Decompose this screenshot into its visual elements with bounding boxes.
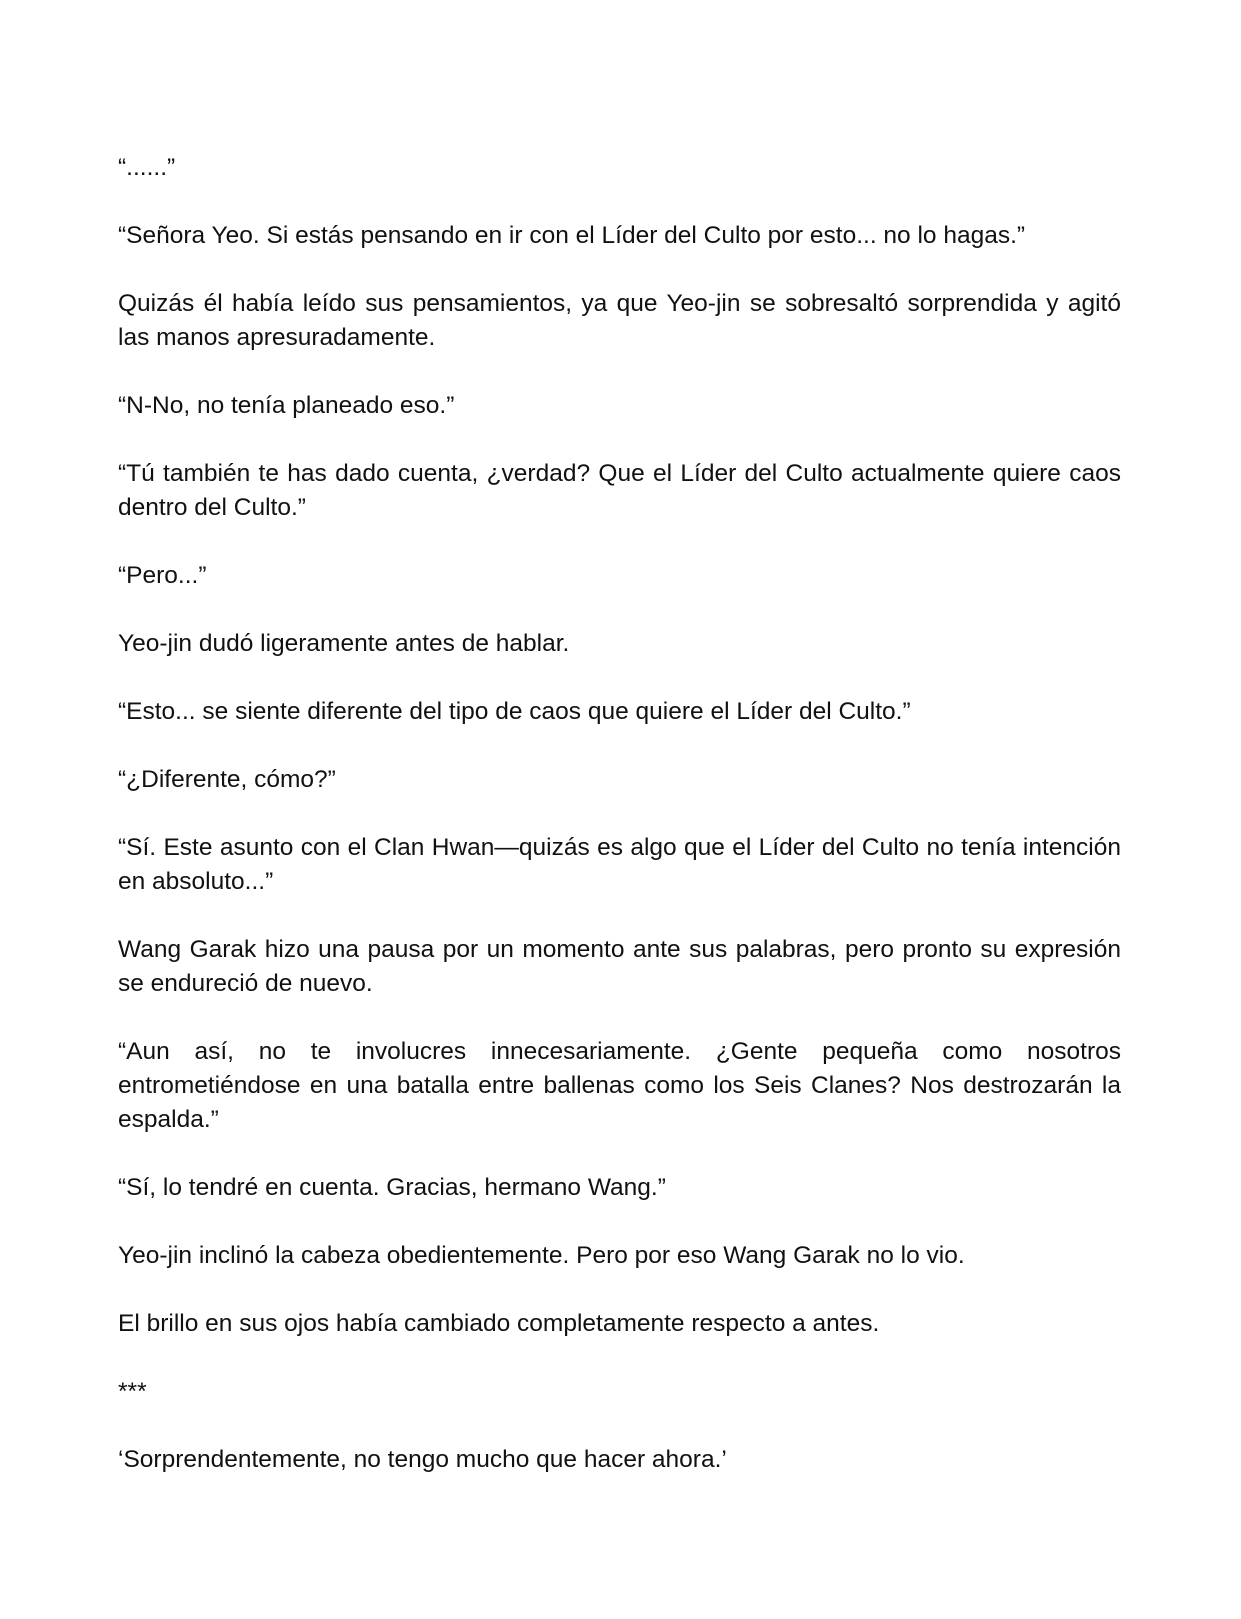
scene-break: *** (118, 1378, 147, 1405)
paragraph: “Aun así, no te involucres innecesariamente. ¿Gente pequeña como nosotros entrometiéndose en una batalla entre ballenas como los Seis Clanes? Nos destrozarán la espalda.” (118, 1038, 1121, 1133)
paragraph: Wang Garak hizo una pausa por un momento ante sus palabras, pero pronto su expresión se endureció de nuevo. (118, 936, 1121, 997)
paragraph: “Sí. Este asunto con el Clan Hwan—quizás es algo que el Líder del Culto no tenía intención en absoluto...” (118, 834, 1121, 895)
paragraph: “Sí, lo tendré en cuenta. Gracias, hermano Wang.” (118, 1174, 666, 1201)
paragraph: “Tú también te has dado cuenta, ¿verdad? Que el Líder del Culto actualmente quiere caos dentro del Culto.” (118, 460, 1121, 521)
paragraph: Quizás él había leído sus pensamientos, ya que Yeo-jin se sobresaltó sorprendida y agitó las manos apresuradamente. (118, 290, 1121, 351)
paragraph: Yeo-jin inclinó la cabeza obedientemente. Pero por eso Wang Garak no lo vio. (118, 1242, 965, 1269)
paragraph: Yeo-jin dudó ligeramente antes de hablar. (118, 630, 570, 657)
paragraph: “......” (118, 154, 176, 181)
paragraph: “Señora Yeo. Si estás pensando en ir con el Líder del Culto por esto... no lo hagas.” (118, 222, 1026, 249)
paragraph: “Esto... se siente diferente del tipo de caos que quiere el Líder del Culto.” (118, 698, 911, 725)
paragraph: ‘Sorprendentemente, no tengo mucho que hacer ahora.’ (118, 1446, 727, 1473)
paragraph: El brillo en sus ojos había cambiado completamente respecto a antes. (118, 1310, 880, 1337)
document-page (118, 151, 1121, 1477)
paragraph: “N-No, no tenía planeado eso.” (118, 392, 455, 419)
paragraph: “¿Diferente, cómo?” (118, 766, 336, 793)
paragraph: “Pero...” (118, 562, 207, 589)
